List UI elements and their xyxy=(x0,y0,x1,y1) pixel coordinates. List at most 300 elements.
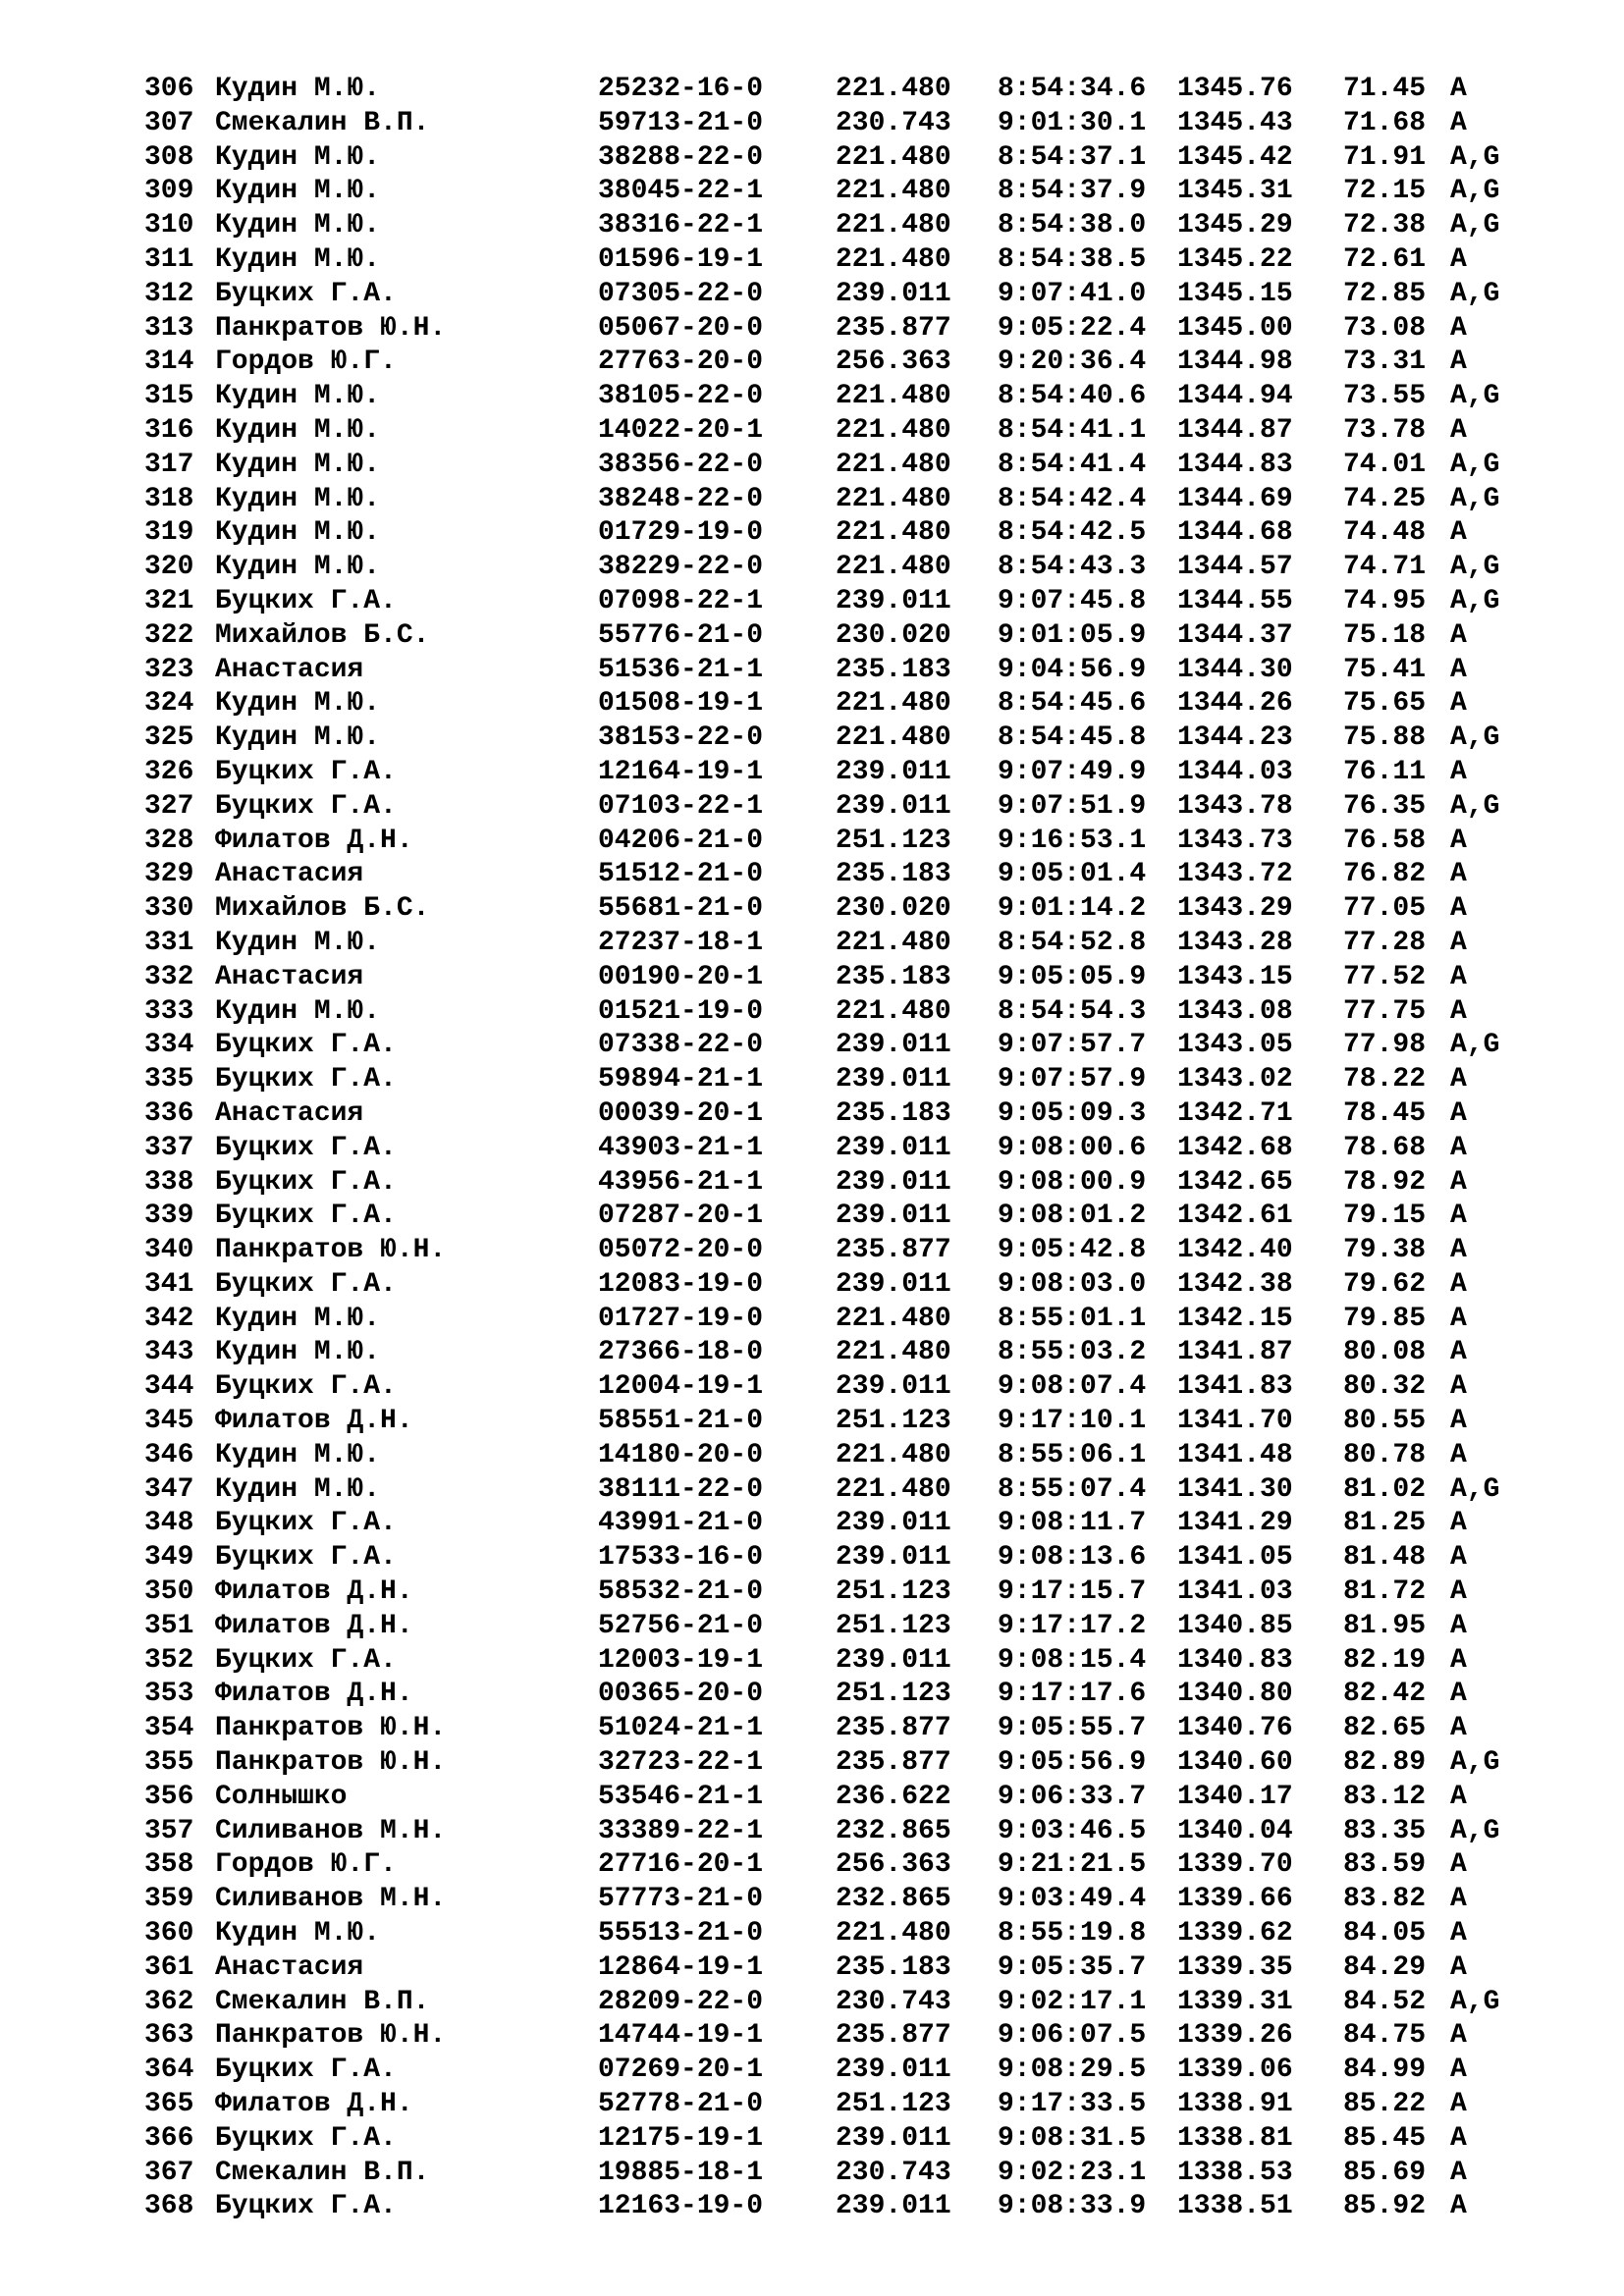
flag-value: A xyxy=(1450,688,1467,720)
row-number: 319 xyxy=(144,517,194,549)
table-row xyxy=(0,107,1624,141)
row-number: 322 xyxy=(144,619,194,651)
observer-name: Кудин М.Ю. xyxy=(215,210,381,241)
object-id: 01729-19-0 xyxy=(598,517,764,549)
row-number: 313 xyxy=(144,312,194,344)
observer-name: Солнышко xyxy=(215,1781,348,1812)
time-value: 9:01:05.9 xyxy=(998,619,1147,651)
measurement-value: 1343.15 xyxy=(1177,961,1293,992)
observer-name: Кудин М.Ю. xyxy=(215,243,381,275)
observer-name: Панкратов Ю.Н. xyxy=(215,1235,447,1266)
measurement-value: 1341.30 xyxy=(1177,1473,1293,1505)
row-number: 357 xyxy=(144,1815,194,1846)
table-row xyxy=(0,380,1624,414)
time-value: 9:07:57.7 xyxy=(998,1030,1147,1061)
time-value: 8:54:34.6 xyxy=(998,74,1147,104)
time-value: 8:54:41.4 xyxy=(998,449,1147,480)
frequency-value: 221.480 xyxy=(836,722,951,754)
object-id: 07305-22-0 xyxy=(598,278,764,309)
table-row xyxy=(0,1097,1624,1132)
observer-name: Кудин М.Ю. xyxy=(215,927,381,958)
flag-value: A,G xyxy=(1450,1747,1500,1779)
frequency-value: 230.020 xyxy=(836,619,951,651)
flag-value: A xyxy=(1450,1644,1467,1676)
object-id: 12864-19-1 xyxy=(598,1951,764,1983)
percent-value: 72.85 xyxy=(1343,278,1427,309)
measurement-value: 1342.68 xyxy=(1177,1132,1293,1163)
observer-name: Кудин М.Ю. xyxy=(215,552,381,583)
measurement-value: 1345.31 xyxy=(1177,176,1293,207)
flag-value: A xyxy=(1450,1337,1467,1368)
row-number: 325 xyxy=(144,722,194,754)
observer-name: Буцких Г.А. xyxy=(215,1542,397,1574)
percent-value: 77.98 xyxy=(1343,1030,1427,1061)
time-value: 9:05:05.9 xyxy=(998,961,1147,992)
percent-value: 79.15 xyxy=(1343,1201,1427,1232)
flag-value: A xyxy=(1450,1097,1467,1129)
time-value: 8:55:06.1 xyxy=(998,1439,1147,1470)
percent-value: 85.92 xyxy=(1343,2191,1427,2222)
table-row xyxy=(0,654,1624,688)
flag-value: A,G xyxy=(1450,381,1500,412)
frequency-value: 221.480 xyxy=(836,176,951,207)
table-row xyxy=(0,1917,1624,1951)
time-value: 8:54:54.3 xyxy=(998,995,1147,1027)
table-row xyxy=(0,1815,1624,1849)
time-value: 9:04:56.9 xyxy=(998,654,1147,685)
row-number: 346 xyxy=(144,1439,194,1470)
table-row xyxy=(0,141,1624,176)
frequency-value: 256.363 xyxy=(836,1849,951,1881)
object-id: 27716-20-1 xyxy=(598,1849,764,1881)
frequency-value: 221.480 xyxy=(836,1303,951,1334)
frequency-value: 235.877 xyxy=(836,1747,951,1779)
object-id: 25232-16-0 xyxy=(598,74,764,104)
table-row xyxy=(0,1507,1624,1541)
observer-name: Панкратов Ю.Н. xyxy=(215,1747,447,1779)
measurement-value: 1344.55 xyxy=(1177,585,1293,616)
table-row xyxy=(0,721,1624,756)
object-id: 01596-19-1 xyxy=(598,243,764,275)
frequency-value: 221.480 xyxy=(836,449,951,480)
time-value: 8:55:07.4 xyxy=(998,1473,1147,1505)
frequency-value: 221.480 xyxy=(836,243,951,275)
table-row xyxy=(0,2088,1624,2122)
observer-name: Буцких Г.А. xyxy=(215,756,397,787)
table-row xyxy=(0,619,1624,654)
row-number: 362 xyxy=(144,1986,194,2017)
frequency-value: 256.363 xyxy=(836,347,951,378)
measurement-value: 1344.83 xyxy=(1177,449,1293,480)
time-value: 9:07:57.9 xyxy=(998,1064,1147,1095)
percent-value: 80.78 xyxy=(1343,1439,1427,1470)
row-number: 350 xyxy=(144,1576,194,1608)
flag-value: A xyxy=(1450,756,1467,787)
percent-value: 74.01 xyxy=(1343,449,1427,480)
percent-value: 71.68 xyxy=(1343,107,1427,138)
flag-value: A xyxy=(1450,1884,1467,1915)
table-row xyxy=(0,516,1624,551)
frequency-value: 221.480 xyxy=(836,414,951,446)
frequency-value: 235.183 xyxy=(836,859,951,890)
table-row xyxy=(0,1610,1624,1644)
observer-name: Буцких Г.А. xyxy=(215,2122,397,2154)
observer-name: Буцких Г.А. xyxy=(215,1268,397,1300)
flag-value: A xyxy=(1450,1849,1467,1881)
object-id: 01521-19-0 xyxy=(598,995,764,1027)
object-id: 38248-22-0 xyxy=(598,483,764,514)
row-number: 353 xyxy=(144,1679,194,1710)
time-value: 8:54:42.4 xyxy=(998,483,1147,514)
time-value: 9:08:29.5 xyxy=(998,2055,1147,2086)
flag-value: A xyxy=(1450,414,1467,446)
object-id: 52778-21-0 xyxy=(598,2089,764,2120)
measurement-value: 1344.94 xyxy=(1177,381,1293,412)
row-number: 358 xyxy=(144,1849,194,1881)
flag-value: A,G xyxy=(1450,585,1500,616)
row-number: 338 xyxy=(144,1166,194,1198)
table-row xyxy=(0,1268,1624,1303)
measurement-value: 1339.06 xyxy=(1177,2055,1293,2086)
table-row xyxy=(0,1166,1624,1201)
observer-name: Кудин М.Ю. xyxy=(215,483,381,514)
observer-name: Силиванов М.Н. xyxy=(215,1884,447,1915)
observer-name: Филатов Д.Н. xyxy=(215,1576,413,1608)
object-id: 01508-19-1 xyxy=(598,688,764,720)
time-value: 8:54:45.6 xyxy=(998,688,1147,720)
frequency-value: 221.480 xyxy=(836,517,951,549)
observer-name: Буцких Г.А. xyxy=(215,2055,397,2086)
flag-value: A,G xyxy=(1450,790,1500,822)
observer-name: Кудин М.Ю. xyxy=(215,414,381,446)
row-number: 341 xyxy=(144,1268,194,1300)
observer-name: Филатов Д.Н. xyxy=(215,1679,413,1710)
row-number: 335 xyxy=(144,1064,194,1095)
time-value: 9:02:23.1 xyxy=(998,2157,1147,2188)
frequency-value: 235.877 xyxy=(836,1713,951,1744)
observer-name: Буцких Г.А. xyxy=(215,278,397,309)
object-id: 27366-18-0 xyxy=(598,1337,764,1368)
flag-value: A,G xyxy=(1450,1815,1500,1846)
time-value: 9:07:45.8 xyxy=(998,585,1147,616)
time-value: 9:01:30.1 xyxy=(998,107,1147,138)
percent-value: 85.22 xyxy=(1343,2089,1427,2120)
table-row xyxy=(0,449,1624,483)
observer-name: Анастасия xyxy=(215,1097,364,1129)
table-row xyxy=(0,1336,1624,1370)
percent-value: 76.11 xyxy=(1343,756,1427,787)
measurement-value: 1341.70 xyxy=(1177,1406,1293,1437)
object-id: 55681-21-0 xyxy=(598,893,764,925)
percent-value: 75.65 xyxy=(1343,688,1427,720)
percent-value: 78.92 xyxy=(1343,1166,1427,1198)
object-id: 05067-20-0 xyxy=(598,312,764,344)
percent-value: 77.05 xyxy=(1343,893,1427,925)
frequency-value: 239.011 xyxy=(836,756,951,787)
frequency-value: 235.183 xyxy=(836,961,951,992)
measurement-value: 1339.62 xyxy=(1177,1918,1293,1949)
percent-value: 82.65 xyxy=(1343,1713,1427,1744)
measurement-value: 1338.81 xyxy=(1177,2122,1293,2154)
observer-name: Смекалин В.П. xyxy=(215,2157,430,2188)
object-id: 38111-22-0 xyxy=(598,1473,764,1505)
table-row xyxy=(0,1405,1624,1439)
table-row xyxy=(0,1439,1624,1473)
observer-name: Кудин М.Ю. xyxy=(215,722,381,754)
time-value: 9:08:03.0 xyxy=(998,1268,1147,1300)
measurement-value: 1341.29 xyxy=(1177,1508,1293,1539)
flag-value: A,G xyxy=(1450,1473,1500,1505)
measurement-value: 1340.85 xyxy=(1177,1610,1293,1641)
time-value: 9:08:33.9 xyxy=(998,2191,1147,2222)
time-value: 9:17:17.6 xyxy=(998,1679,1147,1710)
percent-value: 79.38 xyxy=(1343,1235,1427,1266)
observer-name: Буцких Г.А. xyxy=(215,585,397,616)
percent-value: 71.91 xyxy=(1343,141,1427,173)
measurement-value: 1341.05 xyxy=(1177,1542,1293,1574)
observer-name: Филатов Д.Н. xyxy=(215,825,413,856)
percent-value: 80.08 xyxy=(1343,1337,1427,1368)
measurement-value: 1340.80 xyxy=(1177,1679,1293,1710)
row-number: 349 xyxy=(144,1542,194,1574)
object-id: 59894-21-1 xyxy=(598,1064,764,1095)
percent-value: 83.59 xyxy=(1343,1849,1427,1881)
object-id: 14180-20-0 xyxy=(598,1439,764,1470)
observer-name: Буцких Г.А. xyxy=(215,1644,397,1676)
frequency-value: 221.480 xyxy=(836,381,951,412)
observer-name: Кудин М.Ю. xyxy=(215,1918,381,1949)
object-id: 43956-21-1 xyxy=(598,1166,764,1198)
measurement-value: 1342.71 xyxy=(1177,1097,1293,1129)
frequency-value: 230.020 xyxy=(836,893,951,925)
time-value: 8:54:38.0 xyxy=(998,210,1147,241)
time-value: 8:54:41.1 xyxy=(998,414,1147,446)
observer-name: Михайлов Б.С. xyxy=(215,619,430,651)
flag-value: A xyxy=(1450,1064,1467,1095)
observer-name: Гордов Ю.Г. xyxy=(215,347,397,378)
row-number: 312 xyxy=(144,278,194,309)
flag-value: A xyxy=(1450,1542,1467,1574)
measurement-value: 1345.42 xyxy=(1177,141,1293,173)
results-table xyxy=(0,73,1624,2224)
percent-value: 81.25 xyxy=(1343,1508,1427,1539)
flag-value: A xyxy=(1450,619,1467,651)
frequency-value: 235.183 xyxy=(836,654,951,685)
table-row xyxy=(0,312,1624,347)
table-row xyxy=(0,1986,1624,2020)
flag-value: A,G xyxy=(1450,722,1500,754)
frequency-value: 221.480 xyxy=(836,1337,951,1368)
measurement-value: 1339.26 xyxy=(1177,2020,1293,2052)
table-row xyxy=(0,1370,1624,1405)
time-value: 9:21:21.5 xyxy=(998,1849,1147,1881)
observer-name: Кудин М.Ю. xyxy=(215,995,381,1027)
object-id: 07269-20-1 xyxy=(598,2055,764,2086)
measurement-value: 1339.66 xyxy=(1177,1884,1293,1915)
object-id: 12083-19-0 xyxy=(598,1268,764,1300)
percent-value: 75.41 xyxy=(1343,654,1427,685)
observer-name: Буцких Г.А. xyxy=(215,1030,397,1061)
time-value: 9:08:15.4 xyxy=(998,1644,1147,1676)
object-id: 12164-19-1 xyxy=(598,756,764,787)
table-row xyxy=(0,1781,1624,1815)
percent-value: 83.12 xyxy=(1343,1781,1427,1812)
flag-value: A xyxy=(1450,1576,1467,1608)
row-number: 310 xyxy=(144,210,194,241)
object-id: 51536-21-1 xyxy=(598,654,764,685)
percent-value: 73.55 xyxy=(1343,381,1427,412)
time-value: 9:06:07.5 xyxy=(998,2020,1147,2052)
row-number: 306 xyxy=(144,74,194,104)
frequency-value: 221.480 xyxy=(836,74,951,104)
row-number: 315 xyxy=(144,381,194,412)
frequency-value: 239.011 xyxy=(836,278,951,309)
flag-value: A,G xyxy=(1450,210,1500,241)
row-number: 323 xyxy=(144,654,194,685)
time-value: 9:08:31.5 xyxy=(998,2122,1147,2154)
time-value: 9:02:17.1 xyxy=(998,1986,1147,2017)
measurement-value: 1339.31 xyxy=(1177,1986,1293,2017)
object-id: 55513-21-0 xyxy=(598,1918,764,1949)
time-value: 9:07:41.0 xyxy=(998,278,1147,309)
measurement-value: 1343.29 xyxy=(1177,893,1293,925)
percent-value: 84.75 xyxy=(1343,2020,1427,2052)
percent-value: 75.88 xyxy=(1343,722,1427,754)
time-value: 9:08:01.2 xyxy=(998,1201,1147,1232)
object-id: 00039-20-1 xyxy=(598,1097,764,1129)
flag-value: A xyxy=(1450,1508,1467,1539)
frequency-value: 221.480 xyxy=(836,1473,951,1505)
frequency-value: 221.480 xyxy=(836,927,951,958)
object-id: 14744-19-1 xyxy=(598,2020,764,2052)
observer-name: Гордов Ю.Г. xyxy=(215,1849,397,1881)
frequency-value: 239.011 xyxy=(836,1201,951,1232)
frequency-value: 235.877 xyxy=(836,312,951,344)
percent-value: 72.38 xyxy=(1343,210,1427,241)
row-number: 320 xyxy=(144,552,194,583)
percent-value: 80.32 xyxy=(1343,1371,1427,1403)
row-number: 354 xyxy=(144,1713,194,1744)
flag-value: A xyxy=(1450,347,1467,378)
table-row xyxy=(0,1303,1624,1337)
row-number: 340 xyxy=(144,1235,194,1266)
table-row xyxy=(0,1029,1624,1063)
object-id: 05072-20-0 xyxy=(598,1235,764,1266)
observer-name: Смекалин В.П. xyxy=(215,1986,430,2017)
flag-value: A xyxy=(1450,961,1467,992)
time-value: 9:17:33.5 xyxy=(998,2089,1147,2120)
row-number: 316 xyxy=(144,414,194,446)
observer-name: Анастасия xyxy=(215,859,364,890)
flag-value: A,G xyxy=(1450,141,1500,173)
object-id: 43903-21-1 xyxy=(598,1132,764,1163)
time-value: 9:17:15.7 xyxy=(998,1576,1147,1608)
measurement-value: 1342.38 xyxy=(1177,1268,1293,1300)
measurement-value: 1343.08 xyxy=(1177,995,1293,1027)
table-row xyxy=(0,346,1624,380)
table-row xyxy=(0,483,1624,517)
object-id: 38288-22-0 xyxy=(598,141,764,173)
observer-name: Буцких Г.А. xyxy=(215,1064,397,1095)
percent-value: 82.42 xyxy=(1343,1679,1427,1710)
frequency-value: 239.011 xyxy=(836,1542,951,1574)
time-value: 8:54:42.5 xyxy=(998,517,1147,549)
measurement-value: 1343.73 xyxy=(1177,825,1293,856)
time-value: 9:17:17.2 xyxy=(998,1610,1147,1641)
table-row xyxy=(0,790,1624,825)
observer-name: Михайлов Б.С. xyxy=(215,893,430,925)
time-value: 8:54:43.3 xyxy=(998,552,1147,583)
object-id: 43991-21-0 xyxy=(598,1508,764,1539)
row-number: 334 xyxy=(144,1030,194,1061)
flag-value: A xyxy=(1450,107,1467,138)
table-row xyxy=(0,2190,1624,2224)
flag-value: A xyxy=(1450,517,1467,549)
row-number: 307 xyxy=(144,107,194,138)
observer-name: Панкратов Ю.Н. xyxy=(215,1713,447,1744)
object-id: 12004-19-1 xyxy=(598,1371,764,1403)
object-id: 14022-20-1 xyxy=(598,414,764,446)
time-value: 9:05:01.4 xyxy=(998,859,1147,890)
row-number: 308 xyxy=(144,141,194,173)
time-value: 9:03:49.4 xyxy=(998,1884,1147,1915)
flag-value: A xyxy=(1450,825,1467,856)
row-number: 314 xyxy=(144,347,194,378)
flag-value: A xyxy=(1450,1679,1467,1710)
flag-value: A,G xyxy=(1450,483,1500,514)
flag-value: A xyxy=(1450,995,1467,1027)
row-number: 321 xyxy=(144,585,194,616)
percent-value: 81.48 xyxy=(1343,1542,1427,1574)
time-value: 9:08:00.6 xyxy=(998,1132,1147,1163)
measurement-value: 1338.51 xyxy=(1177,2191,1293,2222)
time-value: 9:01:14.2 xyxy=(998,893,1147,925)
row-number: 318 xyxy=(144,483,194,514)
time-value: 9:08:11.7 xyxy=(998,1508,1147,1539)
frequency-value: 251.123 xyxy=(836,1406,951,1437)
observer-name: Кудин М.Ю. xyxy=(215,1473,381,1505)
percent-value: 76.35 xyxy=(1343,790,1427,822)
frequency-value: 239.011 xyxy=(836,1132,951,1163)
percent-value: 74.48 xyxy=(1343,517,1427,549)
flag-value: A xyxy=(1450,1201,1467,1232)
object-id: 59713-21-0 xyxy=(598,107,764,138)
measurement-value: 1343.02 xyxy=(1177,1064,1293,1095)
time-value: 9:07:49.9 xyxy=(998,756,1147,787)
table-row xyxy=(0,209,1624,243)
flag-value: A xyxy=(1450,312,1467,344)
time-value: 8:55:19.8 xyxy=(998,1918,1147,1949)
measurement-value: 1342.40 xyxy=(1177,1235,1293,1266)
flag-value: A xyxy=(1450,1439,1467,1470)
flag-value: A xyxy=(1450,1235,1467,1266)
time-value: 8:54:40.6 xyxy=(998,381,1147,412)
row-number: 331 xyxy=(144,927,194,958)
object-id: 32723-22-1 xyxy=(598,1747,764,1779)
measurement-value: 1339.70 xyxy=(1177,1849,1293,1881)
object-id: 27237-18-1 xyxy=(598,927,764,958)
row-number: 363 xyxy=(144,2020,194,2052)
table-row xyxy=(0,995,1624,1030)
frequency-value: 239.011 xyxy=(836,1166,951,1198)
frequency-value: 232.865 xyxy=(836,1884,951,1915)
measurement-value: 1341.48 xyxy=(1177,1439,1293,1470)
measurement-value: 1345.00 xyxy=(1177,312,1293,344)
percent-value: 76.58 xyxy=(1343,825,1427,856)
measurement-value: 1343.78 xyxy=(1177,790,1293,822)
object-id: 33389-22-1 xyxy=(598,1815,764,1846)
table-row xyxy=(0,73,1624,107)
